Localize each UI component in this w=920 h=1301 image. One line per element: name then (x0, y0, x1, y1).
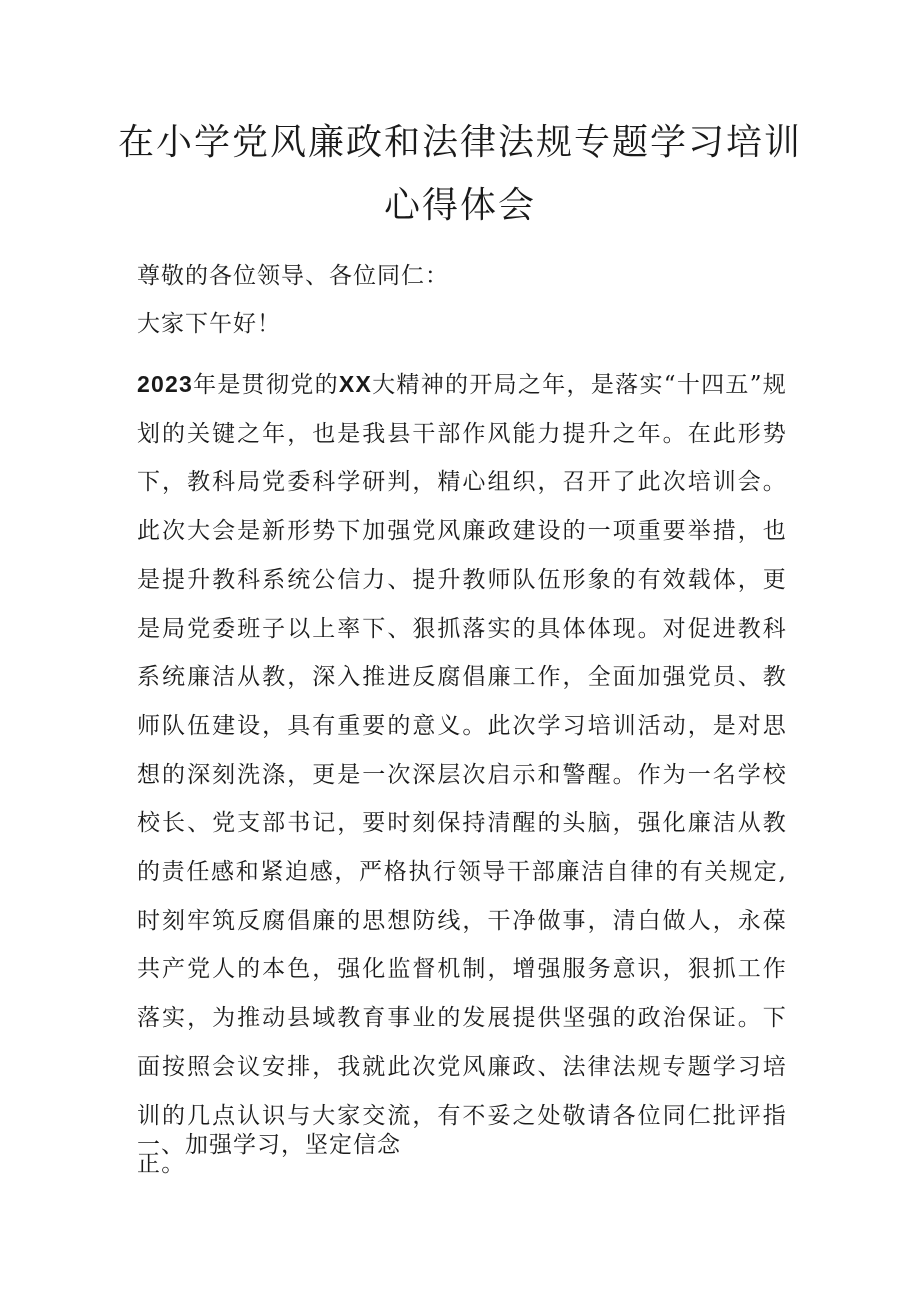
document-title-line-2: 心得体会 (383, 185, 536, 226)
greeting: 大家下午好！ (137, 311, 281, 337)
congress-placeholder: XX (338, 371, 372, 397)
paragraph-text-body: 大精神的开局之年，是落实“十四五”规划的关键之年，也是我县干部作风能力提升之年。在此形势下，教科局党委科学研判，精心组织，召开了此次培训会。此次大会是新形势下加强党风廉政建设的一项重要举措，也是提升教科系统公信力、提升教师队伍形象的有效载体，更是局党委班子以上率下、狠抓落实的具体体现。对促进教科系统廉洁从教，深入推进反腐倡廉工作，全面加强党员、教师队伍建设，具有重要的意义。此次学习培训活动，是对思想的深刻洗涤，更是一次深层次启示和警醒。作为一名学校校长、党支部书记，要时刻保持清醒的头脑，强化廉洁从教的责任感和紧迫感，严格执行领导干部廉洁自律的有关规定,时刻牢筑反腐倡廉的思想防线，干净做事，清白做人，永葆共产党人的本色，强化监督机制，增强服务意识，狠抓工作落实，为推动县域教育事业的发展提供坚强的政治保证。下面按照会议安排，我就此次党风廉政、法律法规专题学习培训的几点认识与大家交流，有不妥之处敬请各位同仁批评指正。 (137, 372, 787, 1178)
salutation: 尊敬的各位领导、各位同仁： (137, 263, 449, 289)
body-paragraph-1 (137, 360, 787, 1189)
section-heading-1: 一、加强学习，坚定信念 (137, 1132, 401, 1158)
paragraph-text-lead: 年是贯彻党的 (192, 372, 339, 398)
document-title-line-1: 在小学党风廉政和法律法规专题学习培训 (117, 122, 802, 163)
year-number: 2023 (137, 371, 193, 397)
